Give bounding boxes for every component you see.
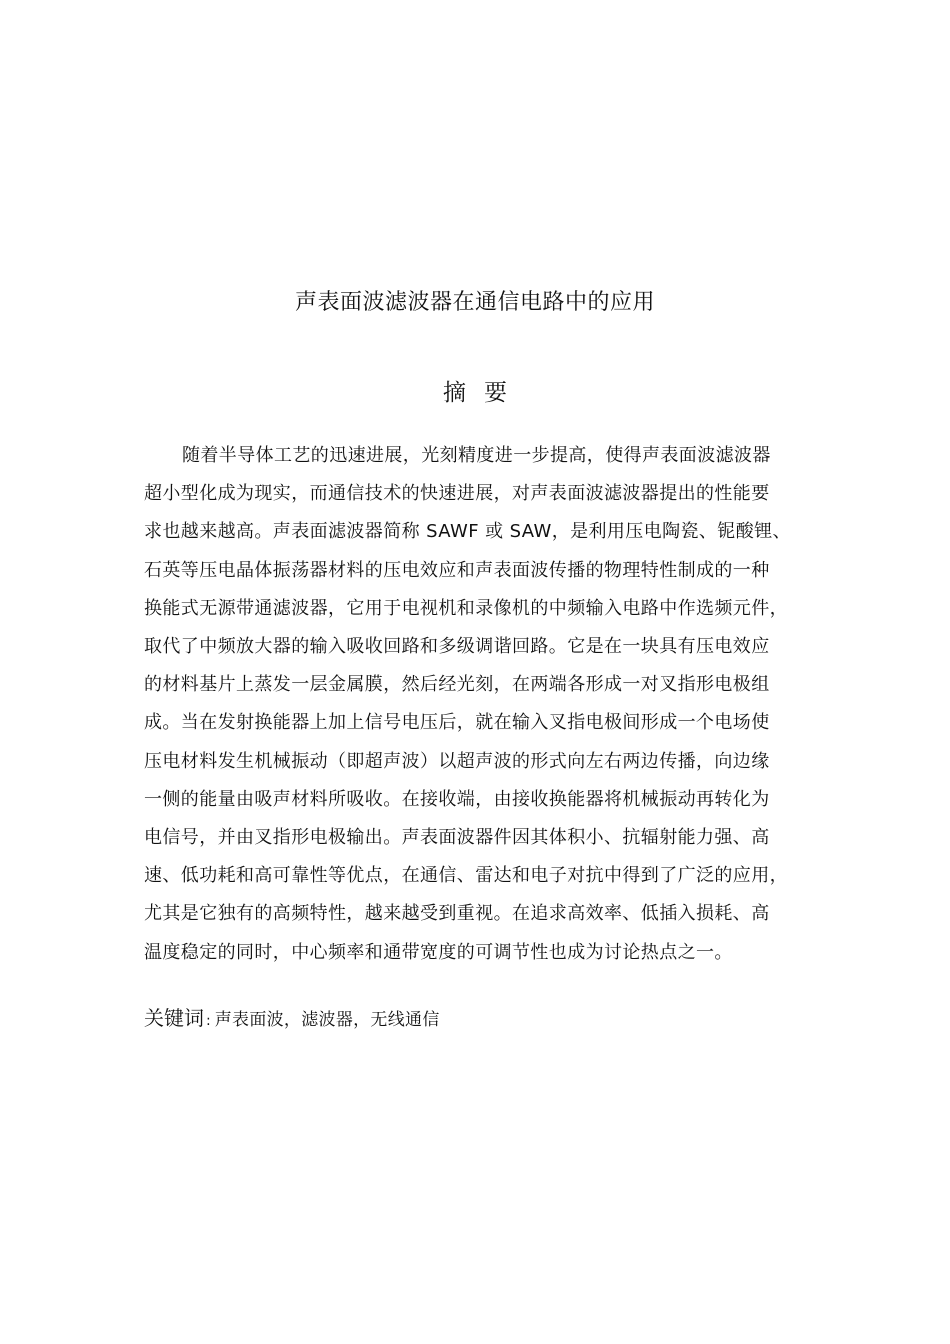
keywords-label: 关键词	[144, 1006, 204, 1030]
keywords-value: 声表面波，滤波器，无线通信	[214, 1010, 440, 1030]
abstract-body: 随着半导体工艺的迅速进展，光刻精度进一步提高，使得声表面波滤波器 超小型化成为现实，而通信技术的快速进展，对声表面波滤波器提出的性能要 求也越来越高。声表面滤波器简称 SAWF 或 SAW，是利用压电陶瓷、铌酸锂、 石英等压电晶体振荡器材料的压电效应和声表面波传播的物理特性制成的一种 换能式无源带通滤波器，它用于电视机和录像机的中频输入电路中作选频元件， 取代了中频放大器的输入吸收回路和多级调谐回路。它是在一块具有压电效应 的材料基片上蒸发一层金属膜，然后经光刻，在两端各形成一对叉指形电极组 成。当在发射换能器上加上信号电压后，就在输入叉指电极间形成一个电场使 压电材料发生机械振动（即超声波）以超声波的形式向左右两边传播，向边缘 一侧的能量由吸声材料所吸收。在接收端，由接收换能器将机械振动再转化为 电信号，并由叉指形电极输出。声表面波器件因其体积小、抗辐射能力强、高 速、低功耗和高可靠性等优点，在通信、雷达和电子对抗中得到了广泛的应用， 尤其是它独有的高频特性，越来越受到重视。在追求高效率、低插入损耗、高 温度稳定的同时，中心频率和通带宽度的可调节性也成为讨论热点之一。	[144, 445, 791, 963]
keywords-line	[144, 1001, 808, 1038]
abstract-heading: 摘要	[443, 380, 525, 406]
keywords-separator: :	[206, 1013, 211, 1029]
document-title: 声表面波滤波器在通信电路中的应用	[294, 290, 655, 315]
